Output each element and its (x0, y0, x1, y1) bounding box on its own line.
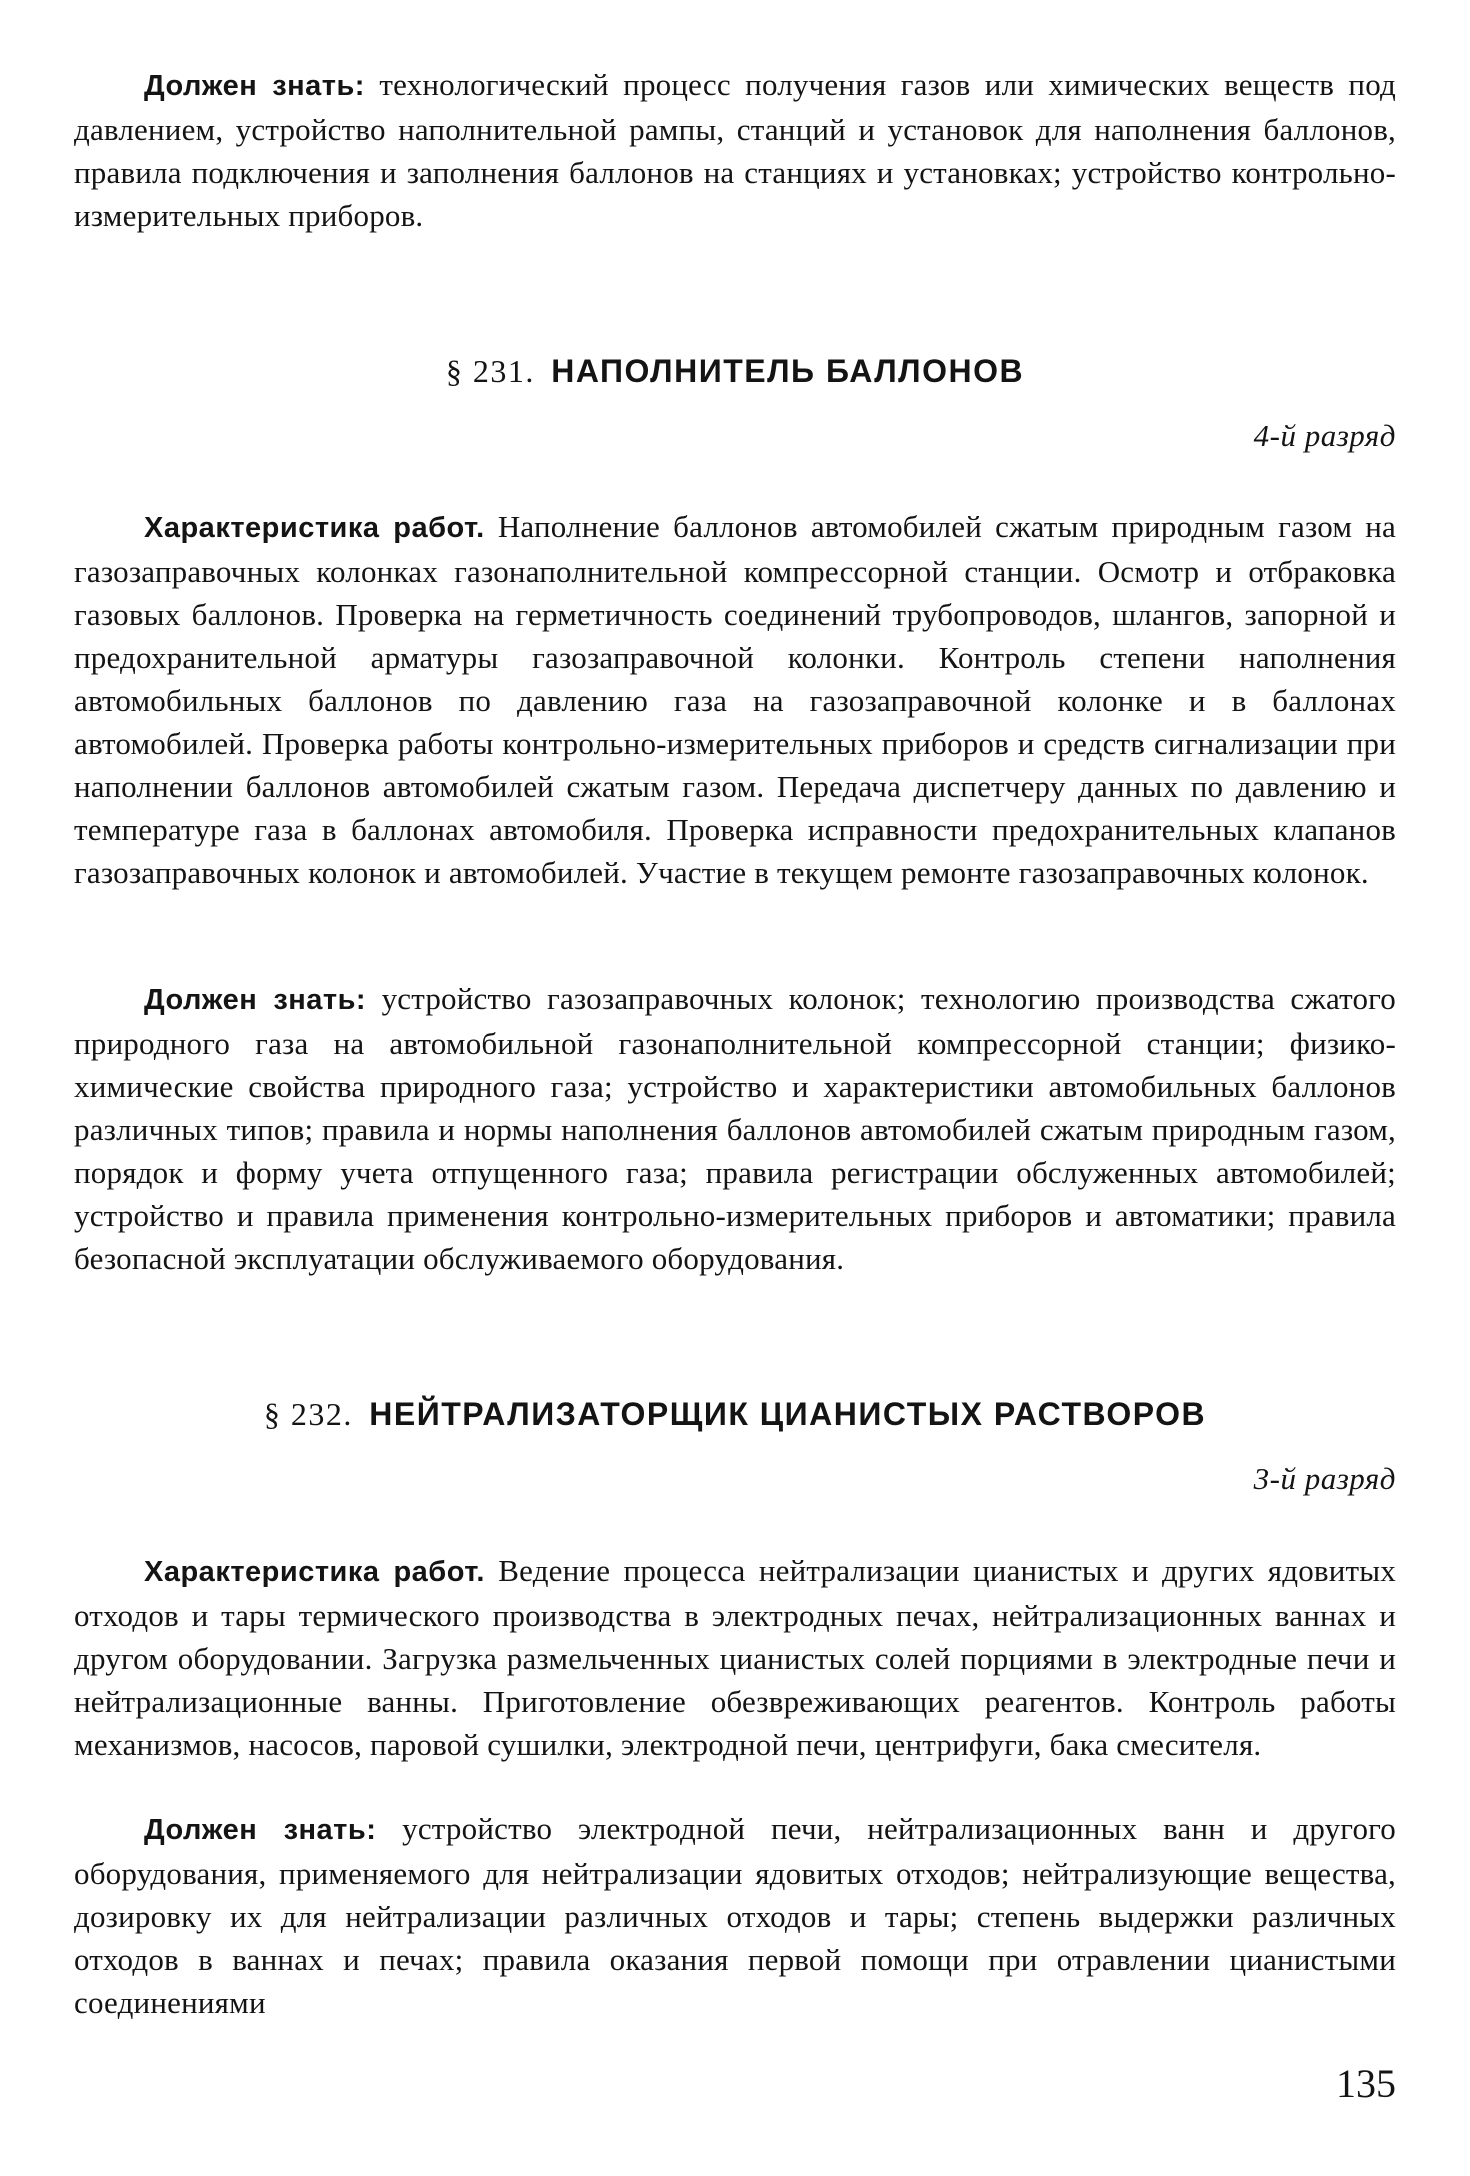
section-232-must-know-lead: Должен знать: (144, 1814, 377, 1846)
section-231-heading (74, 353, 1396, 390)
section-232-must-know (74, 1807, 1396, 2024)
section-231-must-know (74, 977, 1396, 1280)
intro-lead: Должен знать: (144, 70, 365, 102)
section-232-number: § 232. (263, 1396, 353, 1432)
section-232-heading (74, 1396, 1396, 1433)
section-231-characteristics (74, 505, 1396, 894)
section-232-characteristics-lead: Характеристика работ. (144, 1556, 485, 1588)
section-232-characteristics-text: Ведение процесса нейтрализации цианистых и других ядовитых отходов и тары термического производства в электродных печах, нейтрализационных ваннах и другом оборудовании. Загрузка размельченных цианистых солей порциями в электродные печи и нейтрализационные ванны. Приготовление обезвреживающих реагентов. Контроль работы механизмов, насосов, паровой сушилки, электродной печи, центрифуги, бака смесителя. (74, 1553, 1397, 1762)
section-232-characteristics (74, 1549, 1396, 1766)
section-231-characteristics-lead: Характеристика работ. (144, 512, 485, 544)
intro-text: технологический процесс получения газов или химических веществ под давлением, устройство наполнительной рампы, станций и установок для наполнения баллонов, правила подключения и заполнения баллонов на станциях и установках; устройство контрольно-измерительных приборов. (74, 67, 1397, 233)
section-231-number: § 231. (445, 353, 535, 389)
section-232-must-know-text: устройство электродной печи, нейтрализационных ванн и другого оборудования, применяемого для нейтрализации ядовитых отходов; нейтрализующие вещества, дозировку их для нейтрализации различных отходов и тары; степень выдержки различных отходов в ваннах и печах; правила оказания первой помощи при отравлении цианистыми соединениями (74, 1811, 1396, 2020)
intro-paragraph (74, 63, 1396, 237)
page-number: 135 (1336, 2061, 1396, 2106)
section-231-characteristics-text: Наполнение баллонов автомобилей сжатым природным газом на газозаправочных колонках газонаполнительной компрессорной станции. Осмотр и отбраковка газовых баллонов. Проверка на герметичность соединений трубопроводов, шлангов, запорной и предохранительной арматуры газозаправочной колонки. Контроль степени наполнения автомобильных баллонов по давлению газа на газозаправочной колонке и в баллонах автомобилей. Проверка работы контрольно-измерительных приборов и средств сигнализации при наполнении баллонов автомобилей сжатым газом. Передача диспетчеру данных по давлению и температуре газа в баллонах автомобиля. Проверка исправности предохранительных клапанов газозаправочных колонок и автомобилей. Участие в текущем ремонте газозаправочных колонок. (74, 509, 1397, 890)
section-231-must-know-lead: Должен знать: (144, 984, 367, 1016)
section-231-title: НАПОЛНИТЕЛЬ БАЛЛОНОВ (551, 353, 1025, 389)
section-231-grade: 4-й разряд (1253, 418, 1396, 453)
section-231-must-know-text: устройство газозаправочных колонок; технологию производства сжатого природного газа на автомобильной газонаполнительной компрессорной станции; физико-химические свойства природного газа; устройство и характеристики автомобильных баллонов различных типов; правила и нормы наполнения баллонов автомобилей сжатым природным газом, порядок и форму учета отпущенного газа; правила регистрации обслуженных автомобилей; устройство и правила применения контрольно-измерительных приборов и автоматики; правила безопасной эксплуатации обслуживаемого оборудования. (74, 981, 1396, 1276)
section-232-grade: 3-й разряд (1253, 1461, 1396, 1496)
section-232-title: НЕЙТРАЛИЗАТОРЩИК ЦИАНИСТЫХ РАСТВОРОВ (369, 1396, 1207, 1432)
